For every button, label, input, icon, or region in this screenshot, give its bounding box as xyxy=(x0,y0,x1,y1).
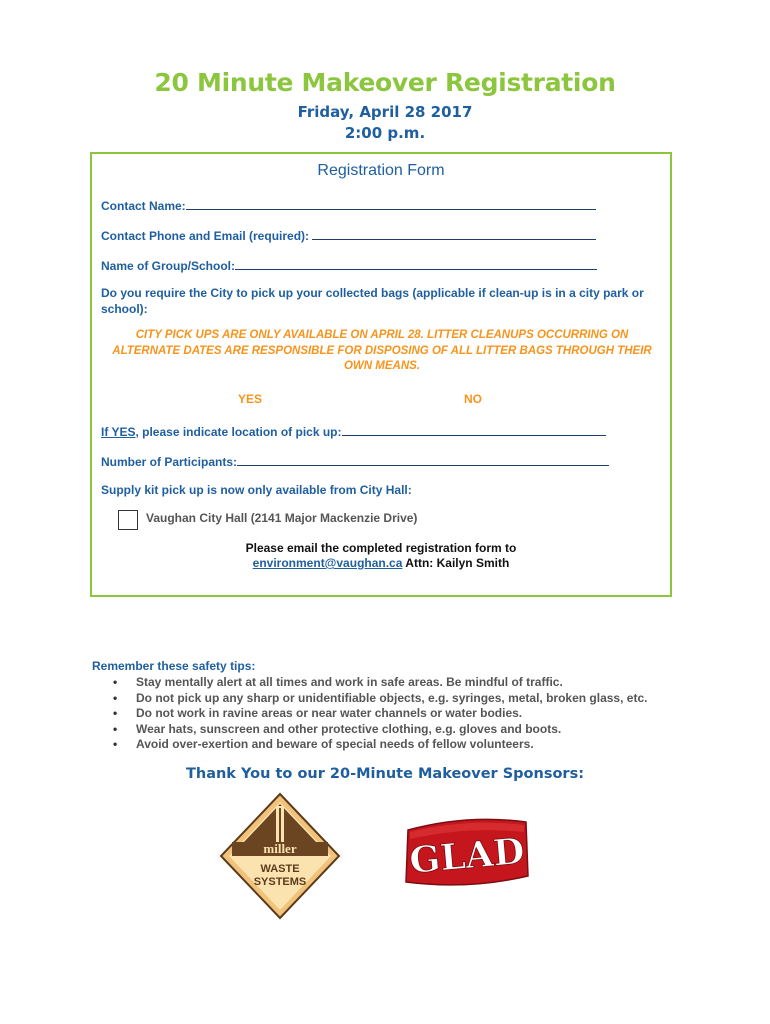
contact-name-field[interactable] xyxy=(186,198,596,210)
pickup-location-row xyxy=(101,424,606,439)
list-item: • Stay mentally alert at all times and work in safe areas. Be mindful of traffic. xyxy=(110,675,647,691)
attn-text: Attn: Kailyn Smith xyxy=(402,556,510,570)
list-item: • Wear hats, sunscreen and other protective clothing, e.g. gloves and boots. xyxy=(110,722,647,738)
form-title: Registration Form xyxy=(317,162,445,179)
miller-logo-line2: SYSTEMS xyxy=(253,876,307,888)
email-instructions xyxy=(92,541,670,571)
contact-phone-label: Contact Phone and Email (required): xyxy=(101,229,310,243)
sponsors-heading: Thank You to our 20-Minute Makeover Sponsors: xyxy=(185,766,585,782)
event-date: Friday, April 28 2017 xyxy=(297,103,473,121)
city-hall-option-label: Vaughan City Hall (2141 Major Mackenzie Drive) xyxy=(146,511,418,525)
yes-option[interactable]: YES xyxy=(238,392,263,406)
list-item: • Avoid over-exertion and beware of special needs of fellow volunteers. xyxy=(110,737,647,753)
participants-row xyxy=(101,454,609,469)
glad-logo-word: GLAD xyxy=(407,830,527,882)
participants-field[interactable] xyxy=(237,454,609,466)
group-row xyxy=(101,258,597,273)
participants-label: Number of Participants: xyxy=(101,455,238,469)
group-field[interactable] xyxy=(235,258,597,270)
page-title: 20 Minute Makeover Registration xyxy=(154,68,616,97)
safety-tips-list xyxy=(110,675,647,753)
event-time: 2:00 p.m. xyxy=(344,124,426,142)
registration-form-box xyxy=(90,152,672,597)
city-hall-checkbox[interactable] xyxy=(118,510,138,530)
contact-phone-row xyxy=(101,228,596,243)
list-item: • Do not pick up any sharp or unidentifiable objects, e.g. syringes, metal, broken glass, etc. xyxy=(110,691,647,707)
glad-logo xyxy=(402,812,532,892)
if-yes-label: If YES xyxy=(101,425,136,439)
miller-waste-systems-logo xyxy=(218,792,342,920)
miller-logo-line1: WASTE xyxy=(260,863,300,875)
pickup-warning: CITY PICK UPS ARE ONLY AVAILABLE ON APRIL 28. LITTER CLEANUPS OCCURRING ON ALTERNATE DATES ARE RESPONSIBLE FOR DISPOSING OF ALL LITTER BAGS THROUGH THEIR OWN MEANS. xyxy=(112,329,652,372)
list-item: • Do not work in ravine areas or near water channels or water bodies. xyxy=(110,706,647,722)
contact-name-row xyxy=(101,198,596,213)
contact-name-label: Contact Name: xyxy=(101,199,186,213)
pickup-location-field[interactable] xyxy=(342,424,606,436)
no-option[interactable]: NO xyxy=(464,392,482,406)
miller-logo-word: miller xyxy=(263,841,297,856)
email-link[interactable]: environment@vaughan.ca xyxy=(252,556,403,570)
group-label: Name of Group/School: xyxy=(101,259,236,273)
supply-kit-label: Supply kit pick up is now only available from City Hall: xyxy=(101,483,412,497)
contact-phone-field[interactable] xyxy=(312,228,596,240)
email-instruction-text: Please email the completed registration form to xyxy=(245,541,517,555)
pickup-location-label: , please indicate location of pick up: xyxy=(135,425,342,439)
pickup-question: Do you require the City to pick up your collected bags (applicable if clean-up is in a city park or school): xyxy=(101,286,644,316)
safety-tips-heading: Remember these safety tips: xyxy=(92,659,256,673)
